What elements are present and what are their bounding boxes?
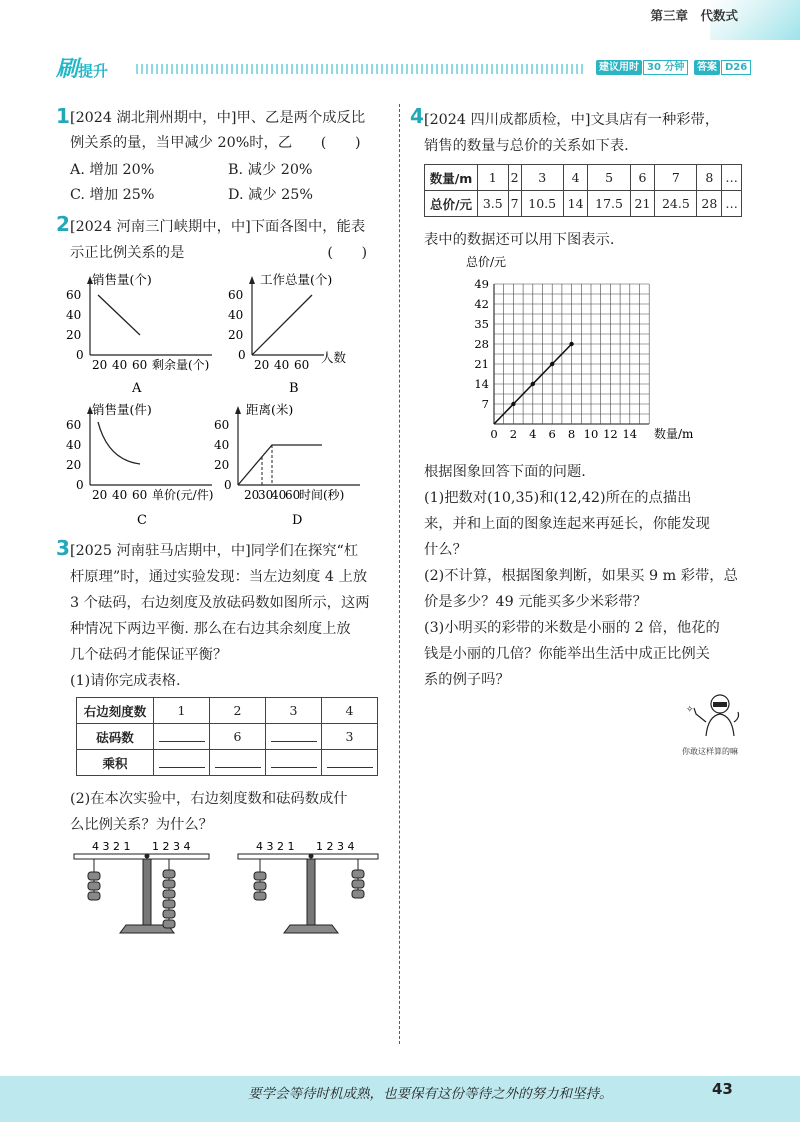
svg-text:60: 60 bbox=[294, 358, 310, 372]
q4-p1-line3: 什么？ bbox=[424, 542, 467, 558]
svg-text:20: 20 bbox=[92, 488, 108, 502]
q3-line1: [2025 河南驻马店期中，中]同学们在探究“杠 bbox=[70, 543, 359, 559]
graph-c-xlabel: 单价(元/件) bbox=[152, 488, 214, 502]
svg-text:20: 20 bbox=[228, 328, 244, 342]
graph-b-ylabel: 工作总量(个) bbox=[260, 272, 333, 287]
x-tick-label: 14 bbox=[622, 427, 638, 441]
data-point bbox=[531, 382, 535, 386]
svg-text:0: 0 bbox=[76, 478, 84, 492]
q2-number: 2 bbox=[56, 212, 70, 236]
q3-sub2-line2: 么比例关系？为什么？ bbox=[70, 817, 213, 833]
column-divider bbox=[399, 104, 400, 1044]
svg-text:20: 20 bbox=[214, 458, 230, 472]
svg-text:20: 20 bbox=[92, 358, 108, 372]
section-brand bbox=[56, 52, 108, 83]
y-tick-label: 7 bbox=[481, 397, 489, 411]
y-tick-label: 14 bbox=[474, 377, 489, 391]
graph-b-xlabel: 人数 bbox=[321, 350, 347, 365]
svg-text:20: 20 bbox=[66, 328, 82, 342]
data-point bbox=[550, 362, 554, 366]
q3-blank[interactable] bbox=[327, 755, 373, 768]
x-tick-label: 10 bbox=[583, 427, 599, 441]
q3-table bbox=[76, 697, 378, 776]
right-weights bbox=[352, 859, 364, 898]
q4-p3-line3: 系的例子吗？ bbox=[424, 672, 510, 688]
graph-a-ylabel: 销售量(个) bbox=[92, 272, 152, 287]
q1-option-c: C. 增加 25% bbox=[70, 187, 155, 203]
q4-p2-line1: (2)不计算，根据图象判断，如果买 9 m 彩带，总 bbox=[424, 568, 738, 584]
svg-text:40: 40 bbox=[274, 358, 290, 372]
x-tick-label: 8 bbox=[567, 427, 576, 441]
left-weights bbox=[88, 859, 100, 900]
svg-text:60: 60 bbox=[66, 288, 82, 302]
graph-c bbox=[62, 400, 232, 530]
q1-number: 1 bbox=[56, 104, 70, 128]
q3-blank[interactable] bbox=[159, 729, 205, 742]
q4-chart bbox=[456, 254, 706, 446]
x-tick-label: 12 bbox=[603, 427, 618, 441]
q3-blank[interactable] bbox=[215, 755, 261, 768]
y-tick-label: 35 bbox=[474, 317, 489, 331]
right-weights bbox=[163, 859, 175, 928]
q1-option-d: D. 减少 25% bbox=[228, 187, 313, 203]
x-tick-label: 0 bbox=[490, 427, 498, 441]
q2-line2: 示正比例关系的是 ( ) bbox=[70, 245, 368, 261]
q4-p2-line2: 价是多少？49 元能买多少米彩带？ bbox=[424, 594, 647, 610]
q4-p3-line1: (3)小明买的彩带的米数是小丽的 2 倍，他花的 bbox=[424, 620, 720, 636]
y-tick-label: 28 bbox=[474, 337, 489, 351]
header-stripes bbox=[136, 64, 586, 74]
svg-text:40: 40 bbox=[214, 438, 230, 452]
q3-sub2-line1: (2)在本次实验中，右边刻度数和砝码数成什 bbox=[70, 791, 348, 807]
graph-d bbox=[210, 400, 390, 530]
svg-text:60: 60 bbox=[228, 288, 244, 302]
svg-text:1 2 3 4: 1 2 3 4 bbox=[152, 840, 191, 853]
q4-after: 根据图象回答下面的问题. bbox=[424, 464, 586, 480]
q3-line2: 杆原理”时，通过实验发现：当左边刻度 4 上放 bbox=[70, 569, 368, 585]
q4-chart-ylabel: 总价/元 bbox=[466, 255, 507, 269]
graph-c-ylabel: 销售量(件) bbox=[92, 402, 152, 417]
footer-motto: 要学会等待时机成熟，也要保有这份等待之外的努力和坚持。 bbox=[248, 1086, 613, 1102]
graph-a bbox=[62, 270, 232, 400]
svg-text:0: 0 bbox=[76, 348, 84, 362]
data-point bbox=[511, 402, 515, 406]
svg-text:40: 40 bbox=[228, 308, 244, 322]
svg-text:20: 20 bbox=[244, 488, 260, 502]
q1-option-a: A. 增加 20% bbox=[70, 162, 155, 178]
svg-text:20: 20 bbox=[254, 358, 270, 372]
q3-row-weights: 砝码数 6 3 bbox=[77, 724, 378, 750]
lever-1 bbox=[72, 838, 222, 938]
q3-blank[interactable] bbox=[271, 729, 317, 742]
graph-c-caption: C bbox=[137, 513, 147, 528]
x-tick-label: 2 bbox=[509, 427, 518, 441]
q3-line5: 几个砝码才能保证平衡？ bbox=[70, 647, 228, 663]
svg-text:0: 0 bbox=[224, 478, 232, 492]
page-number: 43 bbox=[712, 1080, 733, 1098]
q3-line4: 种情况下两边平衡. 那么在右边其余刻度上放 bbox=[70, 621, 351, 637]
brand-main: 刷 bbox=[56, 57, 79, 82]
svg-text:4 3 2 1: 4 3 2 1 bbox=[256, 840, 295, 853]
graph-d-line bbox=[238, 445, 322, 485]
q1-line2: 例关系的量，当甲减少 20%时，乙 ( ) bbox=[70, 135, 361, 151]
svg-text:20: 20 bbox=[66, 458, 82, 472]
mascot-illustration bbox=[680, 690, 750, 746]
graph-b bbox=[224, 270, 394, 400]
graph-d-caption: D bbox=[292, 513, 303, 528]
q4-number: 4 bbox=[410, 104, 424, 128]
graph-a-xlabel: 剩余量(个) bbox=[152, 358, 210, 372]
time-value: 30 分钟 bbox=[643, 60, 688, 75]
q3-blank[interactable] bbox=[271, 755, 317, 768]
svg-text:0: 0 bbox=[238, 348, 246, 362]
svg-text:1 2 3 4: 1 2 3 4 bbox=[316, 840, 355, 853]
svg-text:30: 30 bbox=[258, 488, 274, 502]
svg-text:✧: ✧ bbox=[686, 705, 694, 715]
q4-p1-line2: 来，并和上面的图象连起来再延长，你能发现 bbox=[424, 516, 710, 532]
graph-b-caption: B bbox=[289, 381, 299, 396]
chapter-title: 第三章 代数式 bbox=[650, 8, 738, 23]
graph-c-curve bbox=[98, 422, 140, 464]
y-tick-label: 21 bbox=[474, 357, 489, 371]
q4-row-quantity: 数量/m 1 2 3 4 5 6 7 8 … bbox=[425, 165, 742, 191]
q1-option-b: B. 减少 20% bbox=[228, 162, 313, 178]
answer-value: D26 bbox=[721, 60, 751, 75]
q3-number: 3 bbox=[56, 536, 70, 560]
q1-line1: [2024 湖北荆州期中，中]甲、乙是两个成反比 bbox=[70, 110, 366, 126]
svg-text:40: 40 bbox=[66, 308, 82, 322]
answer-tag bbox=[694, 60, 751, 75]
graph-d-ylabel: 距离(米) bbox=[246, 402, 294, 417]
y-tick-label: 42 bbox=[474, 297, 489, 311]
q4-p3-line2: 钱是小丽的几倍？你能举出生活中成正比例关 bbox=[424, 646, 710, 662]
data-point bbox=[569, 342, 573, 346]
graph-d-xlabel: 时间(秒) bbox=[299, 488, 345, 502]
x-tick-label: 6 bbox=[548, 427, 556, 441]
q3-row-scale: 右边刻度数 1 2 3 4 bbox=[77, 698, 378, 724]
brand-sub: 提升 bbox=[78, 62, 109, 80]
q4-p1-line1: (1)把数对(10,35)和(12,42)所在的点描出 bbox=[424, 490, 692, 506]
q3-blank[interactable] bbox=[159, 755, 205, 768]
svg-text:40: 40 bbox=[66, 438, 82, 452]
svg-text:60: 60 bbox=[132, 488, 148, 502]
left-weights bbox=[254, 859, 266, 900]
graph-b-line bbox=[252, 295, 312, 355]
q3-row-product: 乘积 bbox=[77, 750, 378, 776]
q4-table bbox=[424, 164, 742, 217]
graph-a-caption: A bbox=[132, 381, 142, 396]
x-tick-label: 4 bbox=[529, 427, 537, 441]
graph-a-line bbox=[98, 295, 140, 335]
svg-text:4 3 2 1: 4 3 2 1 bbox=[92, 840, 131, 853]
svg-text:60: 60 bbox=[214, 418, 230, 432]
svg-text:60: 60 bbox=[132, 358, 148, 372]
q2-line1: [2024 河南三门峡期中，中]下面各图中，能表 bbox=[70, 219, 366, 235]
q4-graph-intro: 表中的数据还可以用下图表示. bbox=[424, 232, 615, 248]
q4-row-price: 总价/元 3.5 7 10.5 14 17.5 21 24.5 28 … bbox=[425, 191, 742, 217]
time-label: 建议用时 bbox=[596, 60, 642, 75]
svg-text:40: 40 bbox=[112, 488, 128, 502]
q4-line1: [2024 四川成都质检，中]文具店有一种彩带， bbox=[424, 112, 720, 128]
q4-line2: 销售的数量与总价的关系如下表. bbox=[424, 138, 629, 154]
svg-text:40: 40 bbox=[112, 358, 128, 372]
answer-label: 答案 bbox=[694, 60, 720, 75]
time-tag bbox=[596, 60, 688, 75]
svg-text:60: 60 bbox=[285, 488, 301, 502]
q3-sub1: (1)请你完成表格. bbox=[70, 673, 181, 689]
svg-text:40: 40 bbox=[271, 488, 287, 502]
svg-text:60: 60 bbox=[66, 418, 82, 432]
lever-2 bbox=[236, 838, 386, 938]
mascot-caption: 你敢这样算的嘛 bbox=[682, 747, 738, 756]
q4-chart-xlabel: 数量/m bbox=[654, 427, 694, 441]
y-tick-label: 49 bbox=[474, 277, 489, 291]
q3-line3: 3 个砝码，右边刻度及放砝码数如图所示，这两 bbox=[70, 595, 370, 611]
